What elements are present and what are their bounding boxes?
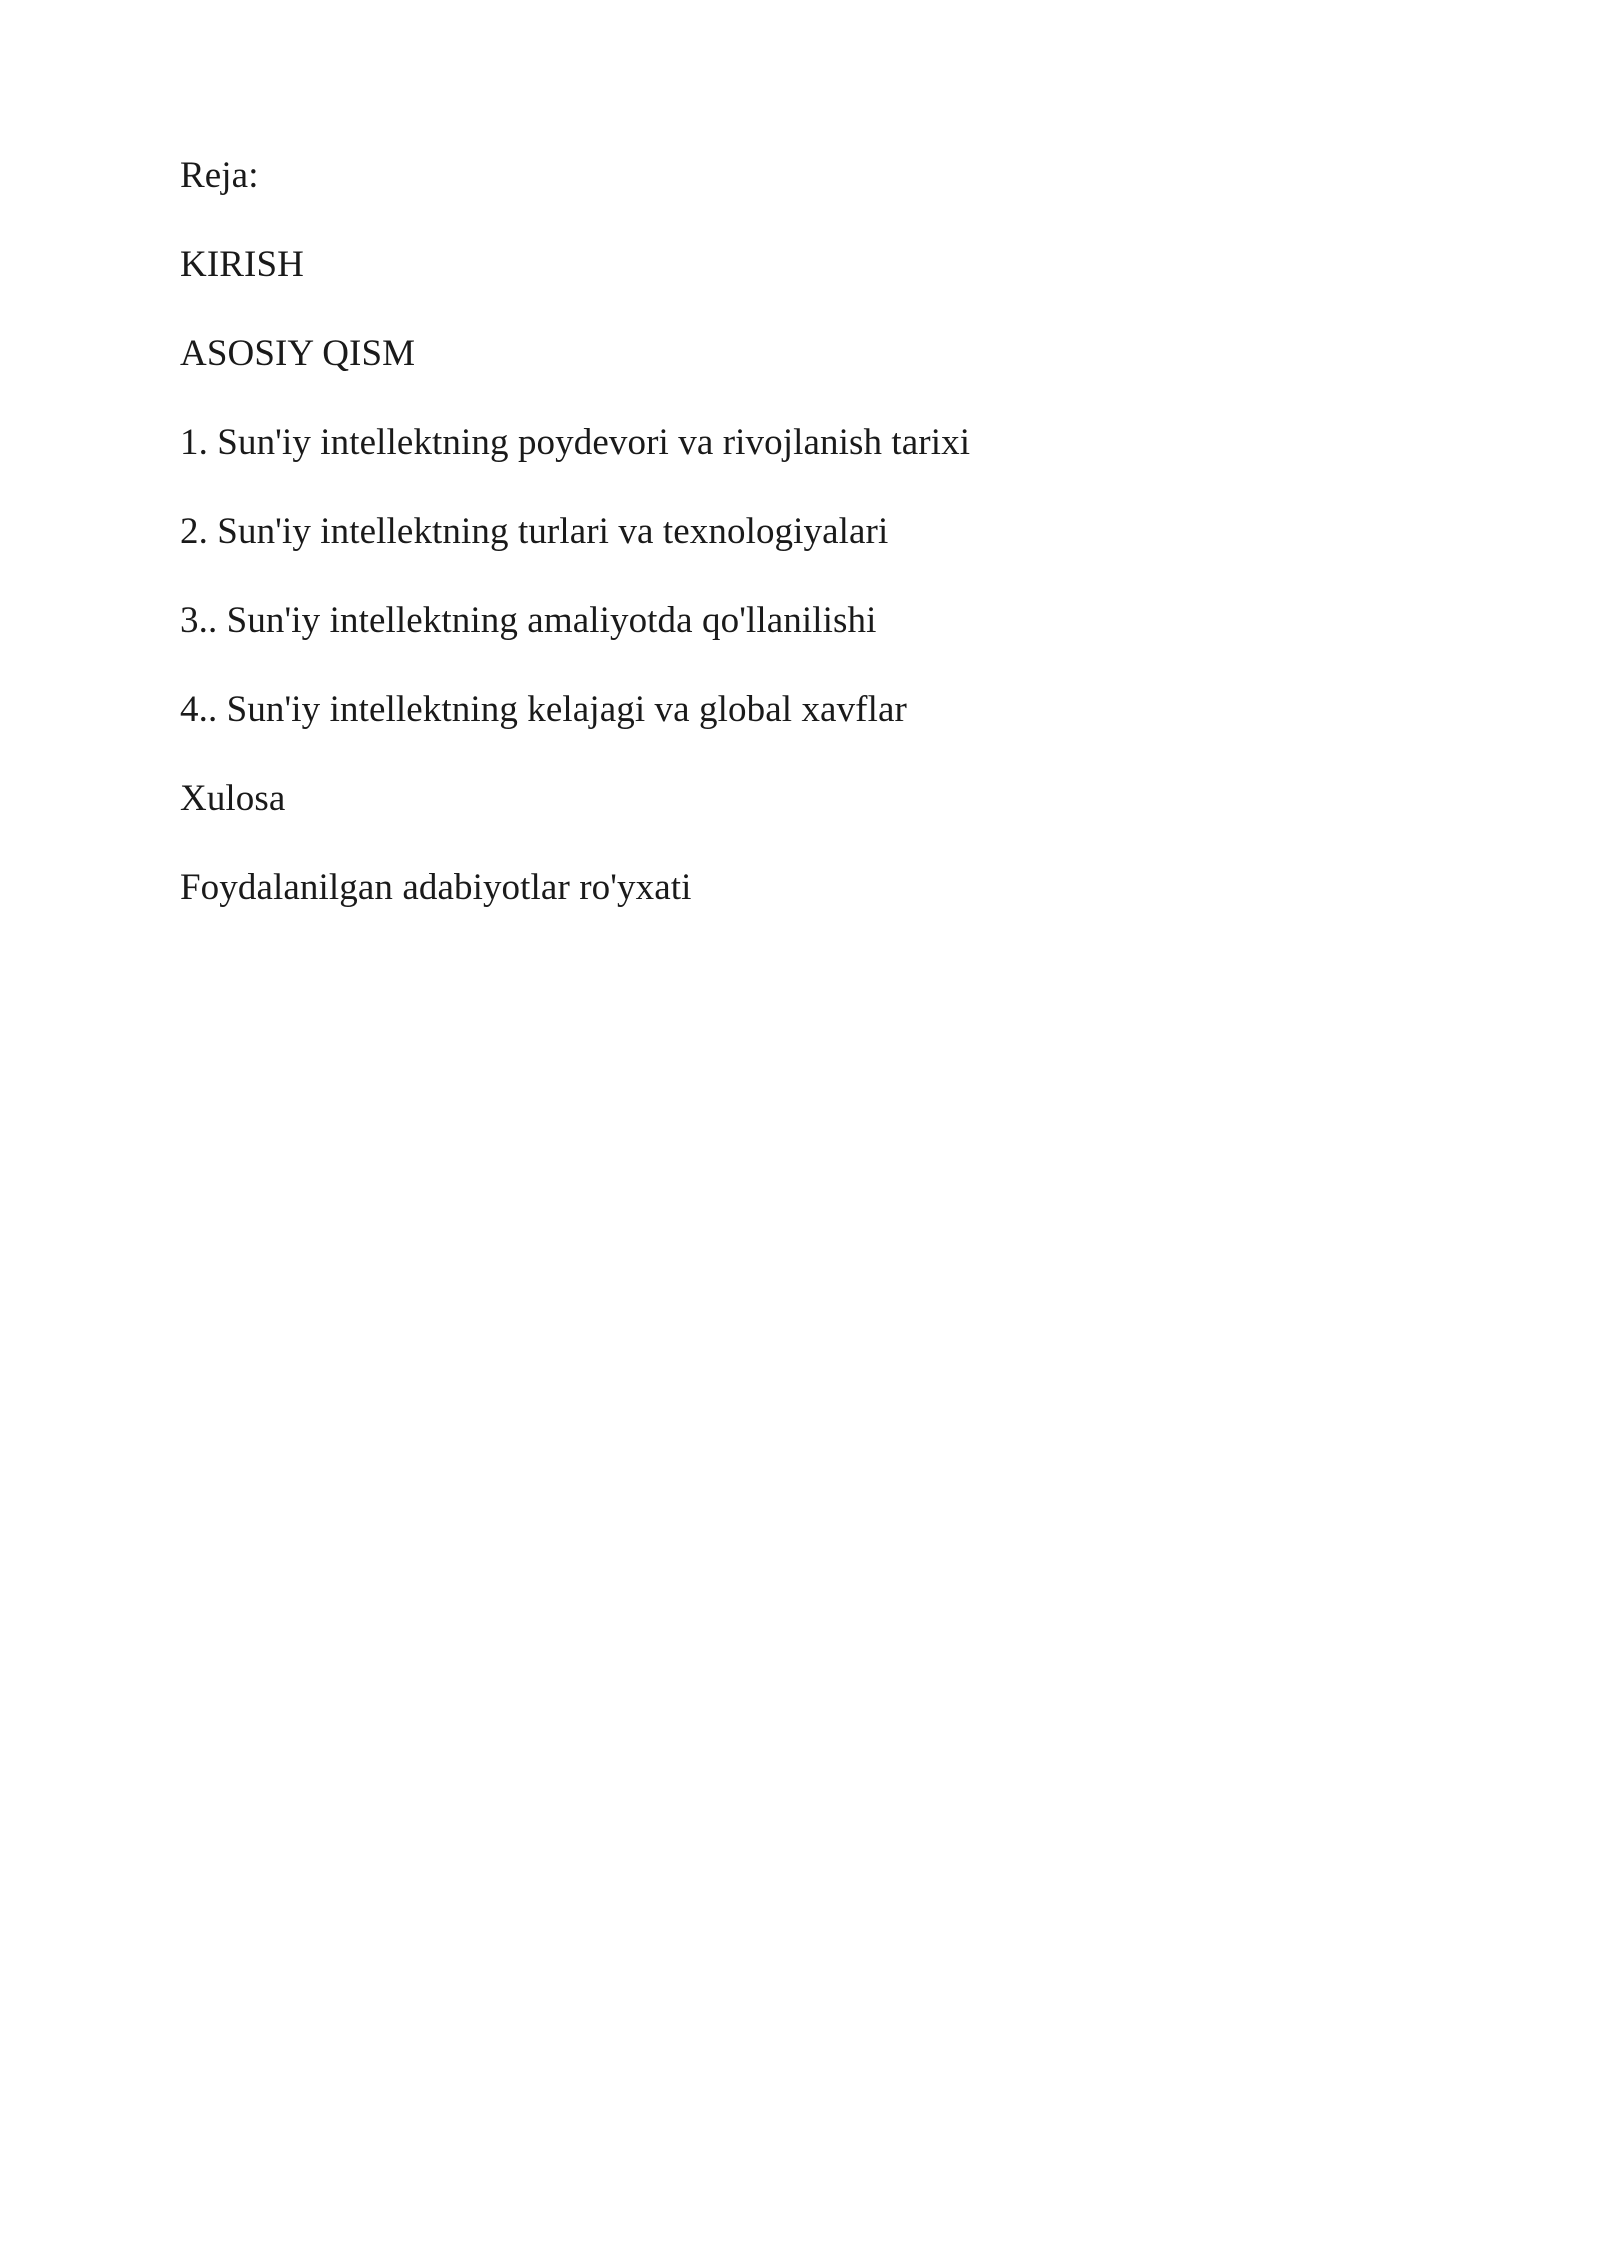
plan-heading: Reja: bbox=[180, 155, 259, 196]
plan-item-main-part: ASOSIY QISM bbox=[180, 333, 416, 374]
plan-item-section-3: 3.. Sun'iy intellektning amaliyotda qo'llanilishi bbox=[180, 600, 877, 641]
plan-item-section-4: 4.. Sun'iy intellektning kelajagi va global xavflar bbox=[180, 689, 907, 730]
plan-item-references: Foydalanilgan adabiyotlar ro'yxati bbox=[180, 867, 692, 908]
plan-list bbox=[180, 147, 1420, 948]
plan-item-section-1: 1. Sun'iy intellektning poydevori va rivojlanish tarixi bbox=[180, 422, 971, 463]
plan-item-section-2: 2. Sun'iy intellektning turlari va texnologiyalari bbox=[180, 511, 889, 552]
plan-item-introduction: KIRISH bbox=[180, 244, 304, 285]
plan-item-conclusion: Xulosa bbox=[180, 778, 286, 819]
